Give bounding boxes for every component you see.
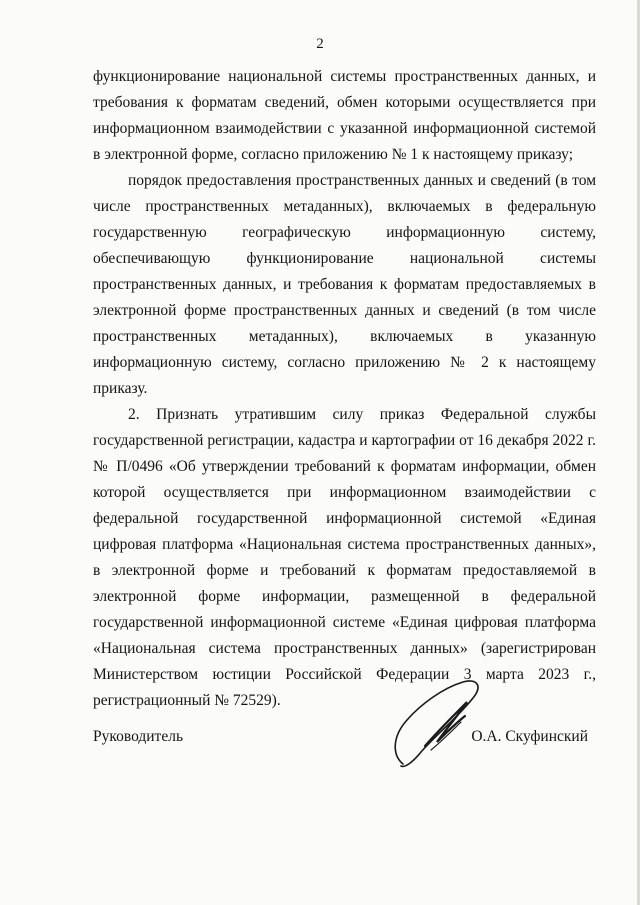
handwritten-signature-icon bbox=[385, 668, 495, 778]
signatory-name: О.А. Скуфинский bbox=[471, 728, 588, 745]
page-number: 2 bbox=[316, 36, 324, 52]
document-body bbox=[93, 64, 596, 714]
paragraph-repeal: 2. Признать утратившим силу приказ Федеральной службы государственной регистрации, кадастра и картографии от 16 декабря 2022 г. № П/0496 «Об утверждении требований к форматам информации, обмен которой осуществляется при информационном взаимодействии с федеральной государственной информационной системой «Единая цифровая платформа «Национальная система пространственных данных», в электронной форме и требований к форматам предоставляемой в электронной форме информации, размещенной в федеральной государственной информационной системе «Единая цифровая платформа «Национальная система пространственных данных» (зарегистрирован Министерством юстиции Российской Федерации 3 марта 2023 г., регистрационный № 72529). bbox=[93, 406, 596, 709]
signature-block bbox=[93, 728, 596, 758]
signatory-title: Руководитель bbox=[93, 728, 184, 745]
paragraph-continuation: функционирование национальной системы пространственных данных, и требования к форматам сведений, обмен которыми осуществляется при информационном взаимодействии с указанной информационной системой в электронной форме, согласно приложению № 1 к настоящему приказу; bbox=[93, 68, 596, 163]
paragraph-procedure: порядок предоставления пространственных данных и сведений (в том числе пространственных метаданных), включаемых в федеральную государственную географическую информационную систему, обеспечивающую функционирование национальной системы пространственных данных, и требования к форматам предоставляемых в электронной форме пространственных данных и сведений (в том числе пространственных метаданных), включаемых в указанную информационную систему, согласно приложению № 2 к настоящему приказу. bbox=[93, 172, 596, 397]
